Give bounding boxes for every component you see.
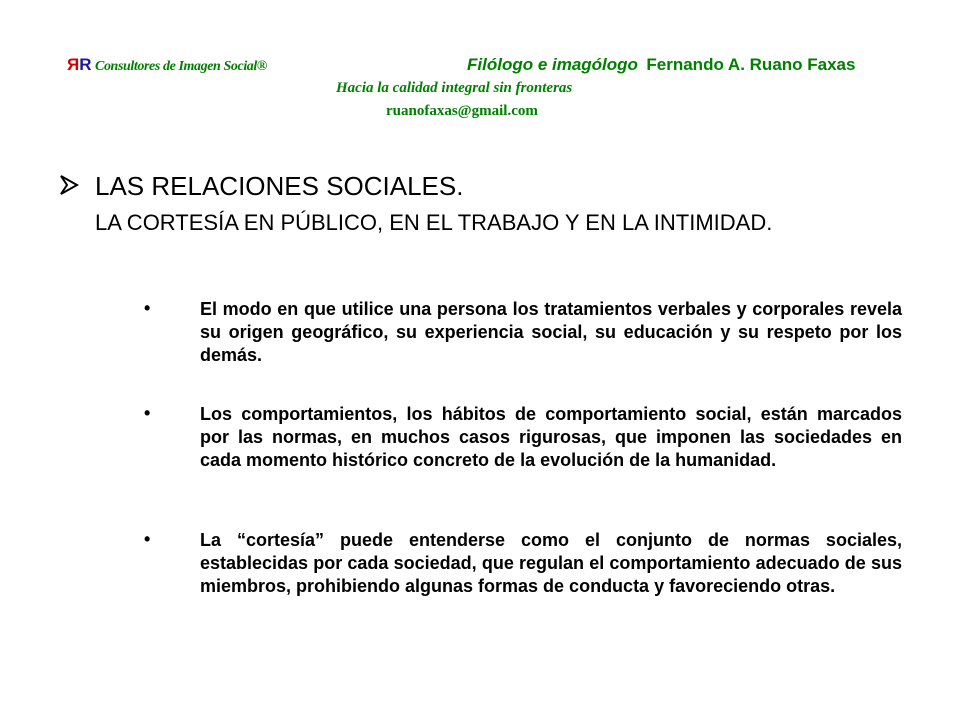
bullet-text: Los comportamientos, los hábitos de comportamiento social, están marcados por las normas, en muchos casos rigurosas, que imponen las sociedades en cada momento histórico concreto de la evolución de la humanidad. [200, 404, 902, 470]
logo [68, 55, 267, 75]
slide-subheading: LA CORTESÍA EN PÚBLICO, EN EL TRABAJO Y EN LA INTIMIDAD. [95, 210, 773, 235]
author-role: Filólogo e imagólogo [467, 55, 638, 74]
bullet-marker: • [144, 403, 151, 423]
arrow-bullet-icon [58, 173, 80, 204]
author-line [467, 55, 855, 75]
logo-mark: RR [68, 55, 91, 74]
tagline: Hacia la calidad integral sin fronteras [336, 80, 573, 96]
header [0, 0, 960, 130]
bullet-marker: • [144, 298, 151, 318]
author-name: Fernando A. Ruano Faxas [646, 55, 856, 74]
arrow-bullet-svg [58, 173, 80, 197]
email: ruanofaxas@gmail.com [386, 103, 538, 119]
slide-heading: LAS RELACIONES SOCIALES. [95, 171, 464, 201]
bullet-marker: • [144, 529, 151, 549]
bullet-text: El modo en que utilice una persona los tratamientos verbales y corporales revela su origen geográfico, su experiencia social, su educación y su respeto por los demás. [200, 299, 902, 365]
bullet-text: La “cortesía” puede entenderse como el conjunto de normas sociales, establecidas por cada sociedad, que regulan el comportamiento adecuado de sus miembros, prohibiendo algunas formas de conducta y favoreciendo otras. [200, 530, 902, 596]
company-name: Consultores de Imagen Social® [95, 59, 267, 74]
